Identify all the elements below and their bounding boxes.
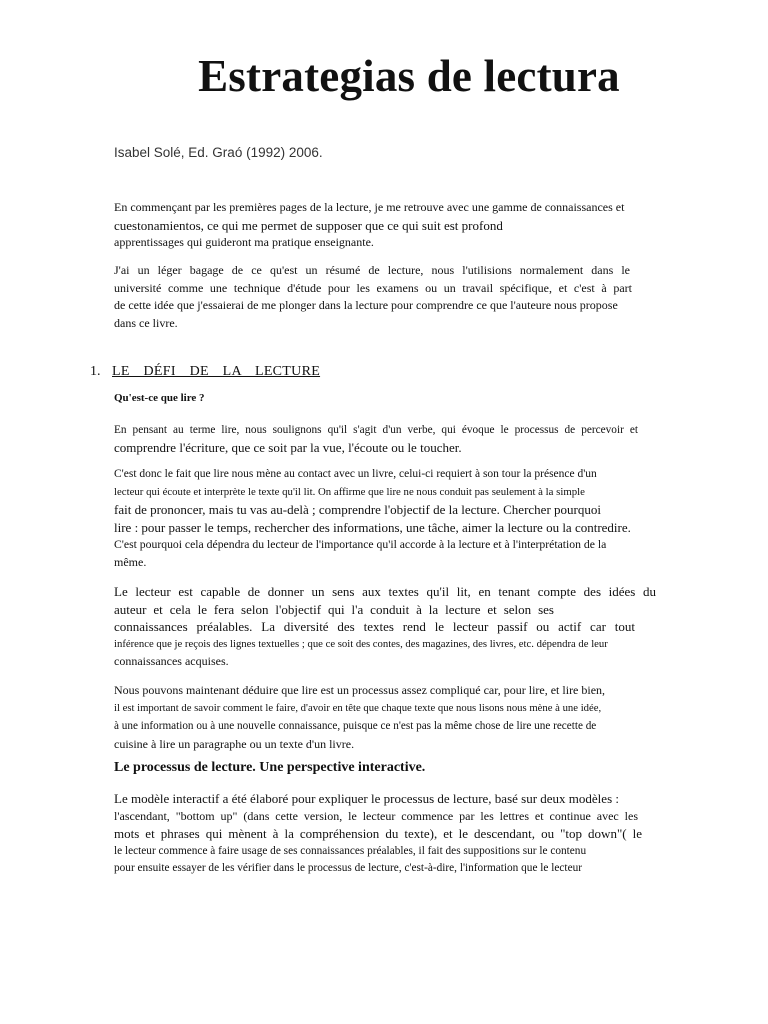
text-line: le lecteur commence à faire usage de ses connaissances préalables, il fait des suppositions sur le contenu: [114, 844, 587, 857]
body-paragraph-5: [114, 790, 654, 878]
body-paragraph-2: [114, 466, 654, 571]
text-line: apprentissages qui guideront ma pratique enseignante.: [114, 235, 374, 249]
text-line: fait de prononcer, mais tu vas au-delà ; comprendre l'objectif de la lecture. Chercher pourquoi: [114, 502, 601, 517]
text-line: de cette idée que j'essaierai de me plonger dans la lecture pour comprendre ce que l'auteure nous propose: [114, 298, 618, 312]
text-line: C'est pourquoi cela dépendra du lecteur de l'importance qu'il accorde à la lecture et à l'interprétation de la: [114, 538, 607, 551]
text-line: connaissances préalables. La diversité des textes rend le lecteur passif ou actif car tout: [114, 619, 635, 634]
text-line: lecteur qui écoute et interprète le texte qu'il lit. On affirme que lire ne nous conduit pas seulement à la simple: [114, 485, 585, 498]
text-line: dans ce livre.: [114, 315, 178, 330]
text-line: En commençant par les premières pages de la lecture, je me retrouve avec une gamme de connaissances et: [114, 200, 625, 214]
section-heading: [90, 364, 320, 380]
text-line: J'ai un léger bagage de ce qu'est un résumé de lecture, nous l'utilisions normalement dans le: [114, 263, 630, 277]
intro-paragraph-2: [114, 262, 654, 332]
body-paragraph-4: [114, 681, 654, 753]
text-line: Nous pouvons maintenant déduire que lire est un processus assez compliqué car, pour lire, et lire bien,: [114, 683, 606, 697]
text-line: il est important de savoir comment le faire, d'avoir en tête que chaque texte que nous lisons nous mène à une idée,: [114, 702, 602, 714]
text-line: Le lecteur est capable de donner un sens aux textes qu'il lit, en tenant compte des idées du: [114, 584, 656, 599]
author-citation: Isabel Solé, Ed. Graó (1992) 2006.: [114, 145, 323, 160]
text-line: cuisine à lire un paragraphe ou un texte d'un livre.: [114, 737, 355, 751]
text-line: En pensant au terme lire, nous soulignons qu'il s'agit d'un verbe, qui évoque le processus de percevoir et: [114, 424, 638, 436]
intro-paragraph-1: [114, 199, 654, 252]
body-paragraph-3: [114, 583, 654, 671]
text-line: pour ensuite essayer de les vérifier dans le processus de lecture, c'est-à-dire, l'information que le lecteur: [114, 862, 582, 874]
text-line: comprendre l'écriture, que ce soit par la vue, l'écoute ou le toucher.: [114, 440, 462, 455]
text-line: à une information ou à une nouvelle connaissance, puisque ce n'est pas la même chose de lire une recette de: [114, 720, 597, 732]
text-line: cuestonamientos, ce qui me permet de supposer que ce qui suit est profond: [114, 217, 503, 233]
section-number: 1.: [90, 364, 101, 379]
text-line: université comme une technique d'étude pour les examens ou un travail spécifique, et c'est à part: [114, 280, 632, 295]
text-line: l'ascendant, "bottom up" (dans cette version, le lecteur commence par les lettres et continue avec les: [114, 808, 638, 823]
body-paragraph-1: [114, 421, 654, 457]
text-line: même.: [114, 554, 147, 569]
text-line: inférence que je reçois des lignes textuelles ; que ce soit des contes, des magazines, des livres, etc. dépendra de leur: [114, 637, 608, 650]
section-title: LE DÉFI DE LA LECTURE: [112, 364, 321, 379]
subsection-question: Qu'est-ce que lire ?: [114, 392, 205, 404]
text-line: C'est donc le fait que lire nous mène au contact avec un livre, celui-ci requiert à son tour la présence d'un: [114, 468, 597, 480]
text-line: auteur et cela le fera selon l'objectif qui l'a conduit à la lecture et selon ses: [114, 601, 554, 617]
subsection-heading: Le processus de lecture. Une perspective interactive.: [114, 760, 426, 775]
text-line: Le modèle interactif a été élaboré pour expliquer le processus de lecture, basé sur deux modèles :: [114, 791, 619, 806]
text-line: mots et phrases qui mènent à la compréhension du texte), et le descendant, ou "top down"( le: [114, 826, 642, 841]
document-title: Estrategias de lectura: [198, 51, 620, 101]
text-line: lire : pour passer le temps, rechercher des informations, une tâche, aimer la lecture ou la contredire.: [114, 519, 631, 535]
text-line: connaissances acquises.: [114, 654, 229, 668]
